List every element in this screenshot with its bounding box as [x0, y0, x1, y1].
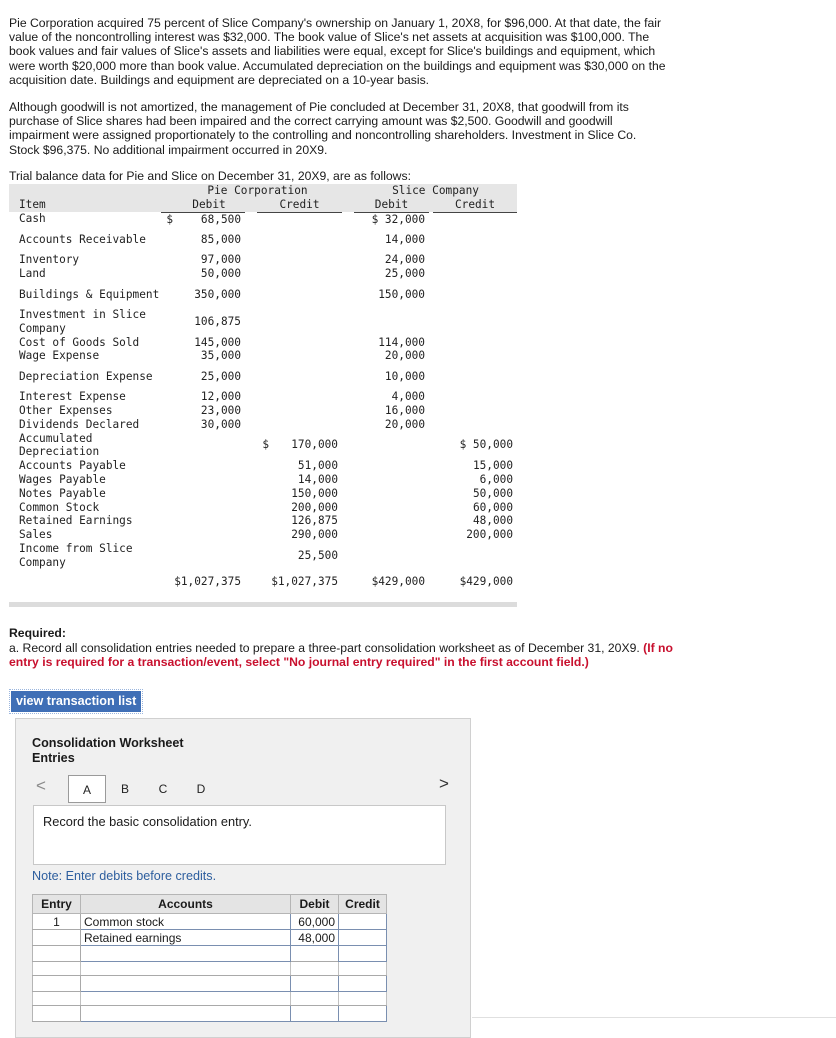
spacer-cell — [245, 281, 257, 308]
slice-debit-value — [354, 501, 429, 515]
entry-number — [33, 946, 81, 962]
tab-d[interactable]: D — [196, 782, 206, 796]
spacer-cell — [342, 349, 354, 363]
slice-company-header: Slice Company — [354, 184, 517, 198]
spacer-cell — [342, 212, 354, 226]
item-label: Land — [19, 267, 46, 281]
pie-credit-value — [269, 308, 342, 336]
currency-symbol — [257, 267, 269, 281]
trial-balance-table — [9, 184, 517, 607]
credit-field[interactable] — [339, 1006, 387, 1022]
pie-debit-value — [173, 473, 245, 487]
pie-debit-value — [173, 501, 245, 515]
table-row — [9, 253, 517, 267]
pie-debit-value: 106,875 — [194, 314, 241, 328]
slice-credit-value — [433, 253, 517, 267]
slice-credit-value — [433, 281, 517, 308]
slice-credit-header: Credit — [433, 198, 517, 212]
currency-symbol — [257, 308, 269, 336]
entry-number: 1 — [33, 914, 81, 930]
spacer-cell — [245, 267, 257, 281]
pie-debit-value — [173, 459, 245, 473]
currency-symbol — [161, 363, 173, 390]
spacer-cell — [245, 390, 257, 404]
slice-credit-value: 48,000 — [472, 514, 514, 528]
required-text: a. Record all consolidation entries needed to prepare a three-part consolidation worksheet as of December 31, 20X9. — [9, 641, 640, 655]
pie-credit-value — [269, 418, 342, 432]
slice-credit-value: 15,000 — [472, 459, 514, 473]
currency-symbol — [161, 542, 173, 570]
slice-credit-value — [433, 363, 517, 390]
currency-symbol — [257, 473, 269, 487]
table-row — [9, 281, 517, 308]
credit-field[interactable] — [339, 962, 387, 976]
next-arrow-icon[interactable]: > — [439, 774, 449, 793]
item-label: Investment in Slice Company — [19, 307, 146, 335]
slice-credit-value — [433, 418, 517, 432]
slice-debit-value — [354, 514, 429, 528]
table-row — [9, 432, 517, 460]
spacer-cell — [245, 253, 257, 267]
entry-number — [33, 976, 81, 992]
slice-credit-value — [433, 542, 517, 570]
instruction-box — [33, 805, 446, 865]
entry-column-header: Entry — [33, 895, 81, 914]
slice-debit-value: 16,000 — [384, 403, 425, 417]
currency-symbol — [257, 281, 269, 308]
pie-credit-value — [269, 404, 342, 418]
pie-credit-value — [269, 212, 342, 226]
pie-credit-value: 14,000 — [297, 472, 338, 486]
spacer-cell — [342, 253, 354, 267]
currency-symbol — [257, 212, 269, 226]
currency-symbol — [257, 501, 269, 515]
slice-credit-value — [433, 267, 517, 281]
table-row — [33, 1006, 387, 1022]
currency-symbol — [161, 267, 173, 281]
table-row — [33, 962, 387, 976]
account-field[interactable] — [81, 1006, 291, 1022]
currency-symbol — [257, 390, 269, 404]
item-label: Wage Expense — [19, 349, 100, 363]
spacer-cell — [342, 363, 354, 390]
account-field[interactable] — [81, 992, 291, 1006]
spacer-cell — [245, 349, 257, 363]
debit-column-header: Debit — [291, 895, 339, 914]
totals-row — [9, 570, 517, 594]
item-label: Retained Earnings — [19, 514, 133, 528]
prev-arrow-icon[interactable]: < — [36, 776, 46, 795]
item-label: Other Expenses — [19, 403, 113, 417]
spacer-cell — [245, 404, 257, 418]
spacer-cell — [245, 528, 257, 542]
item-column-header: Item — [9, 198, 161, 212]
currency-symbol — [161, 528, 173, 542]
item-label: Notes Payable — [19, 486, 106, 500]
item-label: Dividends Declared — [19, 417, 140, 431]
item-label: Accumulated Depreciation — [19, 431, 100, 459]
slice-credit-value — [433, 226, 517, 253]
currency-symbol — [161, 281, 173, 308]
slice-credit-value — [433, 308, 517, 336]
pie-credit-value: 150,000 — [291, 486, 338, 500]
slice-credit-value — [433, 212, 517, 226]
consolidation-worksheet-panel — [15, 718, 471, 1038]
spacer-cell — [245, 570, 257, 594]
pie-credit-value: 170,000 — [291, 438, 338, 452]
entry-number — [33, 930, 81, 946]
spacer-cell — [245, 336, 257, 350]
pie-debit-value — [173, 432, 245, 460]
pie-debit-value: 30,000 — [200, 417, 241, 431]
currency-symbol — [257, 542, 269, 570]
table-row — [9, 487, 517, 501]
credit-field[interactable] — [339, 930, 387, 946]
currency-symbol — [161, 336, 173, 350]
item-label: Cost of Goods Sold — [19, 335, 140, 349]
slice-credit-total: $429,000 — [459, 574, 514, 588]
spacer-cell — [342, 336, 354, 350]
panel-title: Consolidation Worksheet Entries — [32, 736, 184, 765]
table-row — [33, 992, 387, 1006]
spacer-cell — [342, 514, 354, 528]
instruction-text: Record the basic consolidation entry. — [43, 814, 252, 829]
currency-symbol — [161, 418, 173, 432]
slice-debit-value: 150,000 — [378, 287, 425, 301]
slice-credit-value — [433, 390, 517, 404]
debit-field[interactable]: 48,000 — [291, 930, 339, 946]
item-label: Cash — [19, 212, 46, 226]
currency-symbol: $ — [166, 212, 173, 226]
currency-symbol — [161, 432, 173, 460]
item-label: Common Stock — [19, 500, 100, 514]
spacer-cell — [342, 459, 354, 473]
credit-column-header: Credit — [339, 895, 387, 914]
currency-symbol — [257, 226, 269, 253]
table-row — [33, 930, 387, 946]
slice-debit-value: $ 32,000 — [371, 212, 425, 226]
currency-symbol — [161, 253, 173, 267]
pie-credit-value: 126,875 — [291, 514, 338, 528]
pie-debit-value — [173, 514, 245, 528]
slice-debit-value — [354, 308, 429, 336]
pie-debit-value: 85,000 — [200, 232, 241, 246]
debit-field[interactable] — [291, 976, 339, 992]
totals-label — [9, 570, 161, 594]
slice-credit-value: 50,000 — [472, 486, 514, 500]
spacer-cell — [342, 281, 354, 308]
table-row — [33, 976, 387, 992]
currency-symbol — [257, 418, 269, 432]
pie-debit-value — [173, 487, 245, 501]
spacer-cell — [342, 418, 354, 432]
pie-debit-value: 25,000 — [200, 369, 241, 383]
pie-debit-value: 23,000 — [200, 403, 241, 417]
table-row — [9, 418, 517, 432]
spacer-cell — [245, 212, 257, 226]
currency-symbol — [161, 226, 173, 253]
item-label: Depreciation Expense — [19, 369, 153, 383]
pie-credit-value — [269, 336, 342, 350]
spacer-cell — [245, 432, 257, 460]
spacer-cell — [245, 418, 257, 432]
spacer-cell — [245, 459, 257, 473]
slice-debit-value — [354, 432, 429, 460]
spacer-cell — [245, 501, 257, 515]
slice-debit-value: 20,000 — [384, 417, 425, 431]
debit-field[interactable] — [291, 962, 339, 976]
pie-credit-value — [269, 363, 342, 390]
pie-credit-value — [269, 281, 342, 308]
table-row — [9, 336, 517, 350]
slice-debit-value — [354, 528, 429, 542]
table-row — [9, 542, 517, 570]
currency-symbol — [257, 404, 269, 418]
slice-debit-value: 14,000 — [384, 232, 425, 246]
account-field[interactable]: Common stock — [81, 914, 291, 930]
table-row — [33, 914, 387, 930]
pie-credit-value: 25,500 — [297, 548, 338, 562]
currency-symbol — [257, 253, 269, 267]
pie-credit-header: Credit — [257, 198, 342, 212]
slice-debit-total: $429,000 — [371, 574, 425, 588]
table-row — [9, 514, 517, 528]
pie-credit-value — [269, 226, 342, 253]
account-field[interactable]: Retained earnings — [81, 930, 291, 946]
slice-debit-value: 24,000 — [384, 253, 425, 267]
spacer-cell — [342, 570, 354, 594]
slice-credit-value: 6,000 — [479, 472, 514, 486]
view-transaction-list-button[interactable]: view transaction list — [11, 691, 141, 712]
slice-credit-value — [433, 336, 517, 350]
pie-debit-total: $1,027,375 — [174, 574, 241, 588]
pie-credit-value — [269, 267, 342, 281]
slice-credit-value — [433, 404, 517, 418]
entry-tabs — [68, 775, 220, 803]
table-row — [9, 308, 517, 336]
pie-credit-value — [269, 349, 342, 363]
debit-field[interactable] — [291, 992, 339, 1006]
slice-debit-value: 114,000 — [378, 335, 425, 349]
credit-field[interactable] — [339, 946, 387, 962]
item-label: Accounts Payable — [19, 459, 126, 473]
spacer-cell — [342, 226, 354, 253]
pie-credit-value — [269, 390, 342, 404]
table-row — [9, 349, 517, 363]
slice-credit-value: 200,000 — [466, 528, 514, 542]
table-row — [9, 390, 517, 404]
accounts-column-header: Accounts — [81, 895, 291, 914]
trial-balance-intro: Trial balance data for Pie and Slice on December 31, 20X9, are as follows: — [9, 169, 411, 183]
slice-debit-value — [354, 473, 429, 487]
entry-number — [33, 962, 81, 976]
pie-credit-value: 51,000 — [297, 459, 338, 473]
currency-symbol — [257, 528, 269, 542]
pie-debit-value: 68,500 — [200, 212, 241, 226]
pie-debit-value: 12,000 — [200, 390, 241, 404]
debit-field[interactable]: 60,000 — [291, 914, 339, 930]
spacer-cell — [342, 308, 354, 336]
slice-debit-header: Debit — [354, 198, 429, 212]
spacer-cell — [245, 226, 257, 253]
tab-a[interactable]: A — [68, 775, 106, 803]
currency-symbol — [161, 308, 173, 336]
pie-credit-total: $1,027,375 — [271, 574, 338, 588]
currency-symbol — [161, 404, 173, 418]
pie-debit-header: Debit — [173, 198, 245, 212]
problem-paragraph-1: Pie Corporation acquired 75 percent of Slice Company's ownership on January 1, 20X8, for $96,000. At that date, the fair value of the noncontrolling interest was $32,000. The book value of Slice's net assets at acquisition was $100,000. The book values and fair values of Slice's assets and liabilities were equal, except for Slice's buildings and equipment, which were worth $20,000 more than book value. Accumulated depreciation on the buildings and equipment was $30,000 on the acquisition date. Buildings and equipment are depreciated on a 10-year basis. — [9, 16, 666, 87]
slice-credit-value: 60,000 — [472, 500, 514, 514]
table-row — [9, 212, 517, 226]
currency-symbol — [257, 487, 269, 501]
problem-paragraph-2: Although goodwill is not amortized, the management of Pie concluded at December 31, 20X8, that goodwill from its purchase of Slice shares had been impaired and the correct carrying amount was $2,500. Goodwill and goodwill impairment were assigned proportionately to the controlling and noncontrolling shareholders. Investment in Slice Co. Stock $96,375. No additional impairment occurred in 20X9. — [9, 100, 637, 157]
table-row — [9, 404, 517, 418]
debit-field[interactable] — [291, 946, 339, 962]
spacer-cell — [342, 404, 354, 418]
debit-field[interactable] — [291, 1006, 339, 1022]
currency-symbol — [161, 459, 173, 473]
slice-credit-value — [433, 349, 517, 363]
table-bottom-rule — [9, 602, 517, 607]
item-label: Interest Expense — [19, 390, 126, 404]
spacer-cell — [245, 487, 257, 501]
currency-symbol — [257, 459, 269, 473]
required-instructions — [9, 641, 679, 669]
tab-b[interactable]: B — [120, 782, 129, 796]
journal-entry-table — [32, 894, 387, 1022]
spacer-cell — [342, 267, 354, 281]
account-field[interactable] — [81, 946, 291, 962]
spacer-cell — [245, 308, 257, 336]
currency-symbol — [161, 514, 173, 528]
spacer-cell — [245, 473, 257, 487]
currency-symbol — [161, 349, 173, 363]
pie-debit-value: 145,000 — [194, 335, 241, 349]
pie-credit-value — [269, 253, 342, 267]
currency-symbol — [161, 390, 173, 404]
currency-symbol — [161, 473, 173, 487]
spacer-cell — [342, 390, 354, 404]
slice-debit-value: 10,000 — [384, 369, 425, 383]
slice-debit-value: 4,000 — [391, 390, 425, 404]
currency-symbol — [161, 487, 173, 501]
required-warning: (If no entry is required for a transaction/event, select "No journal entry required" in the first account field.) — [9, 641, 673, 669]
required-heading: Required: — [9, 626, 66, 640]
currency-symbol — [257, 349, 269, 363]
slice-debit-value — [354, 459, 429, 473]
entry-number — [33, 1006, 81, 1022]
table-row — [9, 363, 517, 390]
slice-debit-value — [354, 542, 429, 570]
note-text: Note: Enter debits before credits. — [32, 869, 217, 883]
currency-symbol: $ — [262, 438, 269, 452]
credit-field[interactable] — [339, 914, 387, 930]
table-row — [9, 501, 517, 515]
spacer-cell — [245, 514, 257, 528]
spacer-cell — [342, 501, 354, 515]
pie-debit-value — [173, 528, 245, 542]
item-label: Wages Payable — [19, 472, 106, 486]
pie-debit-value: 50,000 — [200, 267, 241, 281]
spacer-cell — [342, 528, 354, 542]
divider — [472, 1017, 836, 1018]
credit-field[interactable] — [339, 992, 387, 1006]
pie-corporation-header: Pie Corporation — [173, 184, 342, 198]
spacer-cell — [342, 432, 354, 460]
table-row — [9, 226, 517, 253]
pie-debit-value: 350,000 — [194, 287, 241, 301]
pie-debit-value: 35,000 — [200, 349, 241, 363]
spacer-cell — [342, 542, 354, 570]
item-label: Accounts Receivable — [19, 232, 146, 246]
item-label: Buildings & Equipment — [19, 287, 160, 301]
table-row — [33, 946, 387, 962]
currency-symbol — [257, 363, 269, 390]
table-row — [9, 267, 517, 281]
pie-credit-value: 200,000 — [291, 500, 338, 514]
spacer-cell — [245, 542, 257, 570]
item-label: Inventory — [19, 253, 80, 267]
table-row — [9, 473, 517, 487]
entry-number — [33, 992, 81, 1006]
currency-symbol — [161, 501, 173, 515]
item-label: Income from Slice Company — [19, 541, 133, 569]
currency-symbol — [257, 336, 269, 350]
spacer-cell — [342, 473, 354, 487]
table-row — [9, 459, 517, 473]
slice-debit-value — [354, 487, 429, 501]
account-field[interactable] — [81, 962, 291, 976]
item-label: Sales — [19, 528, 53, 542]
slice-debit-value: 25,000 — [384, 267, 425, 281]
spacer-cell — [245, 363, 257, 390]
table-row — [9, 528, 517, 542]
spacer-cell — [342, 487, 354, 501]
slice-debit-value: 20,000 — [384, 349, 425, 363]
tab-c[interactable]: C — [158, 782, 168, 796]
account-field[interactable] — [81, 976, 291, 992]
credit-field[interactable] — [339, 976, 387, 992]
pie-credit-value: 290,000 — [291, 528, 338, 542]
slice-credit-value: $ 50,000 — [459, 438, 514, 452]
pie-debit-value: 97,000 — [200, 253, 241, 267]
pie-debit-value — [173, 542, 245, 570]
currency-symbol — [257, 514, 269, 528]
